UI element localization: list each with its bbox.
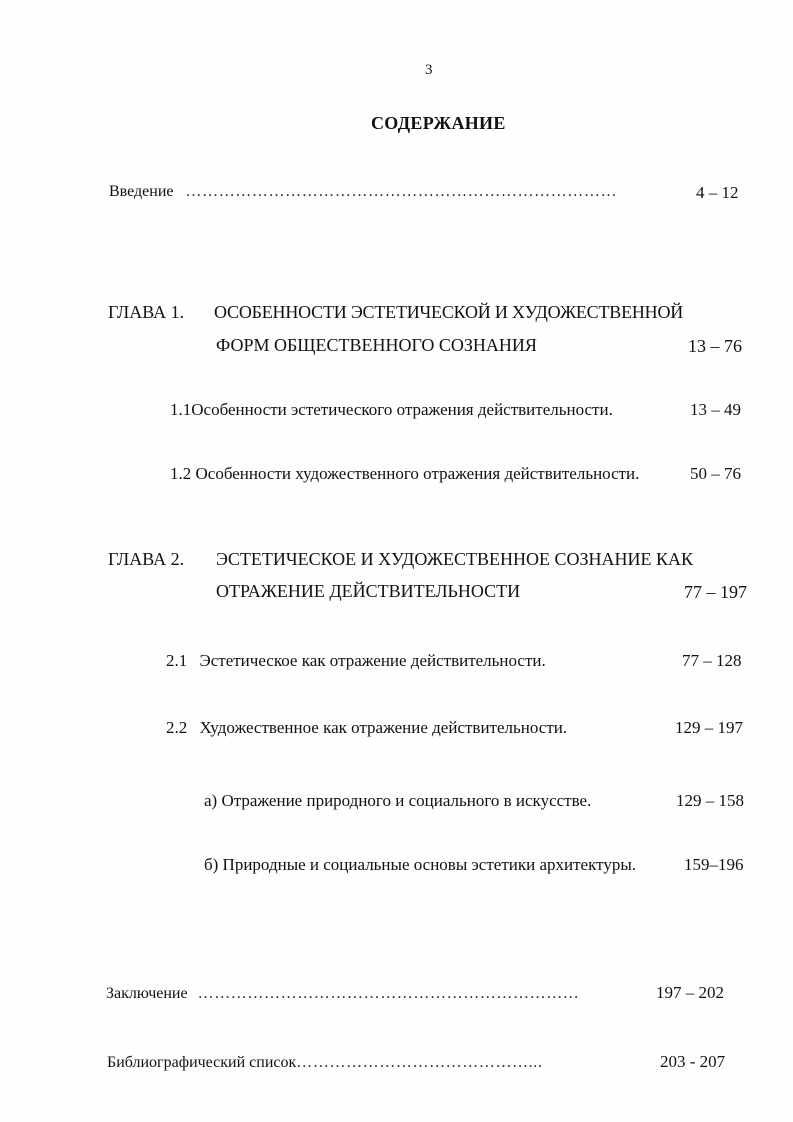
section-number: 2.2 bbox=[166, 718, 188, 737]
chapter-1-pages: 13 – 76 bbox=[688, 336, 742, 356]
section-2-1-pages: 77 – 128 bbox=[682, 651, 742, 670]
bibliography-pages: 203 - 207 bbox=[660, 1052, 726, 1071]
section-text: Эстетическое как отражение действительности. bbox=[199, 651, 546, 670]
toc-entry-label: Введение bbox=[109, 183, 174, 200]
section-2-2 bbox=[166, 718, 567, 738]
chapter-1-label: ГЛАВА 1. bbox=[108, 302, 185, 322]
section-1-1: 1.1Особенности эстетического отражения действительности. bbox=[170, 400, 613, 419]
toc-entry-intro bbox=[109, 183, 617, 201]
section-1-1-pages: 13 – 49 bbox=[690, 400, 741, 419]
subsection-b: б) Природные и социальные основы эстетики архитектуры. bbox=[204, 855, 636, 874]
chapter-1-title-line-2: ФОРМ ОБЩЕСТВЕННОГО СОЗНАНИЯ bbox=[216, 335, 537, 355]
subsection-a: а) Отражение природного и социального в искусстве. bbox=[204, 791, 592, 810]
section-1-2-pages: 50 – 76 bbox=[690, 464, 741, 483]
section-number: 2.1 bbox=[166, 651, 188, 670]
toc-entry-pages: 4 – 12 bbox=[696, 183, 739, 202]
chapter-2-title-line-1: ЭСТЕТИЧЕСКОЕ И ХУДОЖЕСТВЕННОЕ СОЗНАНИЕ КАК bbox=[216, 549, 694, 569]
chapter-2-pages: 77 – 197 bbox=[684, 582, 747, 602]
toc-leader-dots: …………………………………………………………………… bbox=[185, 183, 618, 200]
page-number: 3 bbox=[425, 62, 433, 78]
toc-entry-conclusion bbox=[106, 985, 579, 1003]
section-2-1 bbox=[166, 651, 546, 671]
subsection-a-pages: 129 – 158 bbox=[676, 791, 744, 810]
chapter-2-title-line-2: ОТРАЖЕНИЕ ДЕЙСТВИТЕЛЬНОСТИ bbox=[216, 581, 521, 601]
page-title: СОДЕРЖАНИЕ bbox=[371, 113, 506, 133]
chapter-2-label: ГЛАВА 2. bbox=[108, 549, 185, 569]
toc-entry-label: Библиографический список bbox=[107, 1054, 297, 1071]
subsection-b-pages: 159–196 bbox=[684, 855, 744, 874]
section-2-2-pages: 129 – 197 bbox=[675, 718, 743, 737]
conclusion-pages: 197 – 202 bbox=[656, 983, 724, 1002]
toc-leader-dots: …………………………………………………………… bbox=[197, 985, 580, 1002]
toc-entry-bibliography bbox=[107, 1054, 542, 1072]
chapter-1-title-line-1: ОСОБЕННОСТИ ЭСТЕТИЧЕСКОЙ И ХУДОЖЕСТВЕННОЙ bbox=[214, 302, 684, 322]
toc-leader-dots: ……………………………………... bbox=[296, 1054, 543, 1071]
toc-entry-label: Заключение bbox=[106, 985, 188, 1002]
section-text: Художественное как отражение действительности. bbox=[199, 718, 568, 737]
section-1-2: 1.2 Особенности художественного отражения действительности. bbox=[170, 464, 640, 483]
